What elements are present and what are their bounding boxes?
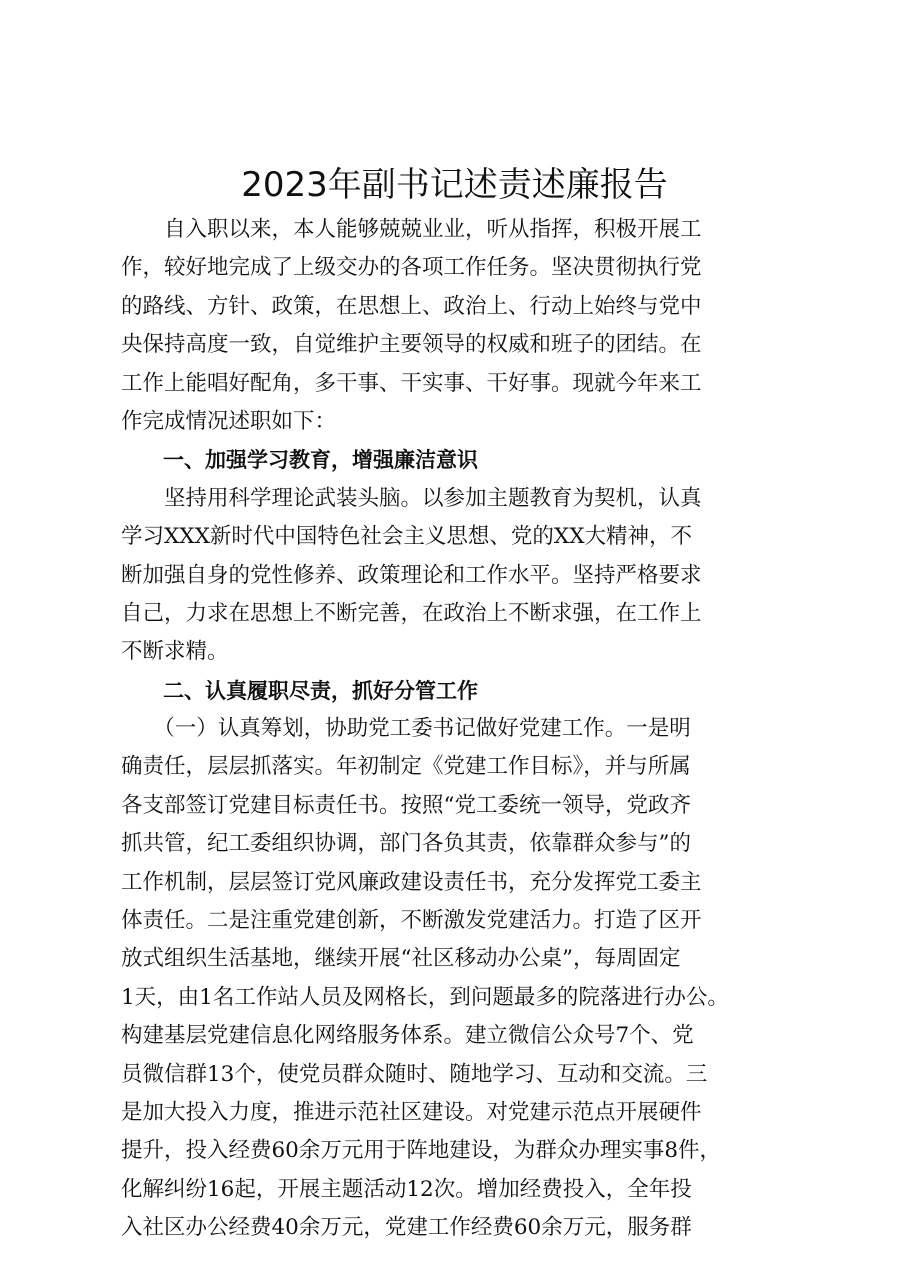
- paragraph-line: 员微信群13个，使党员群众随时、随地学习、互动和交流。三: [121, 1061, 708, 1087]
- paragraph-line: 央保持高度一致，自觉维护主要领导的权威和班子的团结。在: [121, 332, 702, 358]
- paragraph-line: 作，较好地完成了上级交办的各项工作任务。坚决贯彻执行党: [121, 255, 702, 281]
- paragraph-line: 各支部签订党建目标责任书。按照“党工委统一领导，党政齐: [121, 792, 691, 818]
- paragraph-line: 抓共管，纪工委组织协调，部门各负其责，依靠群众参与”的: [121, 831, 691, 857]
- paragraph-line: 自入职以来，本人能够兢兢业业，听从指挥，积极开展工: [121, 217, 702, 242]
- paragraph-line: 入社区办公经费40余万元，党建工作经费60余万元，服务群: [121, 1215, 692, 1241]
- paragraph-line: 不断求精。: [121, 639, 229, 665]
- paragraph-line: 学习XXX新时代中国特色社会主义思想、党的XX大精神，不: [121, 524, 693, 550]
- paragraph-line: 工作机制，层层签订党风廉政建设责任书，充分发挥党工委主: [121, 869, 702, 895]
- paragraph-line: 放式组织生活基地，继续开展“社区移动办公桌”，每周固定: [121, 946, 681, 972]
- paragraph-line: 体责任。二是注重党建创新，不断激发党建活力。打造了区开: [121, 908, 702, 934]
- paragraph-line: 化解纠纷16起，开展主题活动12次。增加经费投入，全年投: [121, 1176, 692, 1202]
- paragraph-line: 断加强自身的党性修养、政策理论和工作水平。坚持严格要求: [121, 562, 702, 588]
- paragraph-line: 1天，由1名工作站人员及网格长，到问题最多的院落进行办公。: [121, 984, 729, 1010]
- document-title: 2023年副书记述责述廉报告: [241, 165, 668, 205]
- paragraph-line: 工作上能唱好配角，多干事、干实事、干好事。现就今年来工: [121, 370, 702, 396]
- paragraph-line: 作完成情况述职如下：: [121, 408, 337, 434]
- paragraph-line: 自己，力求在思想上不断完善，在政治上不断求强，在工作上: [121, 600, 702, 626]
- document-body: [121, 211, 821, 1248]
- paragraph-line: 的路线、方针、政策，在思想上、政治上、行动上始终与党中: [121, 293, 702, 319]
- paragraph-line: 是加大投入力度，推进示范社区建设。对党建示范点开展硬件: [121, 1099, 702, 1125]
- paragraph-line: 确责任，层层抓落实。年初制定《党建工作目标》，并与所属: [121, 754, 691, 780]
- paragraph-line: 坚持用科学理论武装头脑。以参加主题教育为契机，认真: [121, 485, 702, 511]
- paragraph-line: 构建基层党建信息化网络服务体系。建立微信公众号7个、党: [121, 1023, 694, 1049]
- section-heading-2: 二、认真履职尽责，抓好分管工作: [121, 678, 478, 703]
- paragraph-line: 提升，投入经费60余万元用于阵地建设，为群众办理实事8件，: [121, 1138, 722, 1164]
- paragraph-line: （一）认真筹划，协助党工委书记做好党建工作。一是明: [121, 716, 691, 742]
- section-heading-1: 一、加强学习教育，增强廉洁意识: [121, 448, 478, 473]
